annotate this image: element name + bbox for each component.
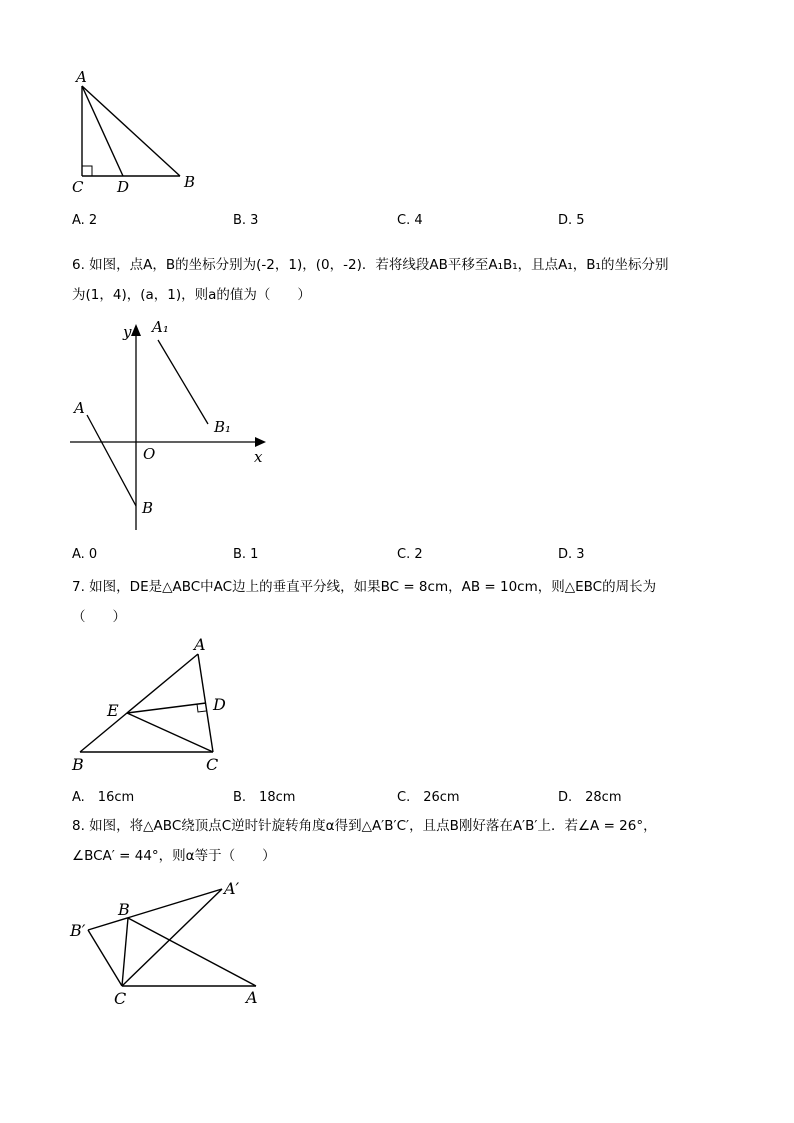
q7-stem-line2: （ ） [72, 609, 126, 625]
label-c: C [206, 755, 219, 774]
label-b1: B₁ [214, 418, 232, 436]
label-a-prime: A′ [224, 879, 240, 898]
segment-a1b1 [158, 340, 208, 424]
q8-stem-line2: ∠BCA′ = 44°，则α等于（ ） [72, 848, 276, 864]
segment-ec [127, 713, 213, 752]
segment-b-prime-c [88, 930, 122, 986]
segment-ba [128, 918, 256, 986]
label-c: C [114, 989, 127, 1008]
label-a1: A₁ [152, 318, 169, 336]
right-angle-mark [197, 704, 206, 712]
q5-option-a[interactable]: A. 2 [72, 213, 98, 228]
figure-q7-triangle [60, 632, 250, 777]
q5-option-d[interactable]: D. 5 [558, 213, 585, 228]
label-a: A [76, 68, 87, 86]
label-o: O [143, 445, 156, 463]
q6-option-d[interactable]: D. 3 [558, 547, 585, 562]
q6-stem-line1: 6. 如图，点A，B的坐标分别为(-2，1)，(0，-2)．若将线段AB平移至A₁B₁，且点A₁，B₁的坐标分别 [72, 257, 669, 273]
q6-stem-line2: 为(1，4)，(a，1)，则a的值为（ ） [72, 287, 311, 303]
q7-option-b[interactable]: B. 18cm [233, 790, 296, 805]
label-e: E [107, 701, 119, 720]
segment-ab [87, 415, 136, 506]
label-b-prime: B′ [70, 921, 86, 940]
label-d: D [213, 695, 226, 714]
label-x: x [254, 448, 263, 466]
label-c: C [72, 178, 84, 196]
label-b: B [118, 900, 130, 919]
right-angle-mark [82, 166, 92, 176]
x-axis-arrow [255, 437, 266, 447]
label-a: A [194, 635, 206, 654]
figure-q8-rotation [60, 872, 280, 1012]
segment-ed [127, 703, 206, 713]
figure-q6-coordinate-plane [60, 312, 280, 537]
segment-b-prime-a-prime [88, 889, 222, 930]
label-y: y [123, 323, 132, 341]
q7-option-c[interactable]: C. 26cm [397, 790, 460, 805]
segment-ab [82, 86, 180, 176]
q5-option-c[interactable]: C. 4 [397, 213, 423, 228]
q8-stem-line1: 8. 如图，将△ABC绕顶点C逆时针旋转角度α得到△A′B′C′，且点B刚好落在A′B′上．若∠A = 26°， [72, 818, 657, 834]
label-b: B [72, 755, 84, 774]
q6-option-b[interactable]: B. 1 [233, 547, 259, 562]
label-a: A [74, 399, 85, 417]
q6-option-a[interactable]: A. 0 [72, 547, 98, 562]
label-d: D [117, 178, 130, 196]
label-b: B [142, 499, 154, 517]
segment-ad [82, 86, 123, 176]
y-axis-arrow [131, 324, 141, 336]
segment-ca-prime [122, 889, 222, 986]
q6-option-c[interactable]: C. 2 [397, 547, 423, 562]
label-b: B [184, 173, 196, 191]
label-a: A [246, 988, 258, 1007]
segment-cb [122, 918, 128, 986]
q7-stem-line1: 7. 如图，DE是△ABC中AC边上的垂直平分线，如果BC = 8cm，AB = 10cm，则△EBC的周长为 [72, 579, 657, 595]
q7-option-a[interactable]: A. 16cm [72, 790, 135, 805]
q7-option-d[interactable]: D. 28cm [558, 790, 622, 805]
q5-option-b[interactable]: B. 3 [233, 213, 259, 228]
figure-q5-triangle [60, 62, 220, 202]
